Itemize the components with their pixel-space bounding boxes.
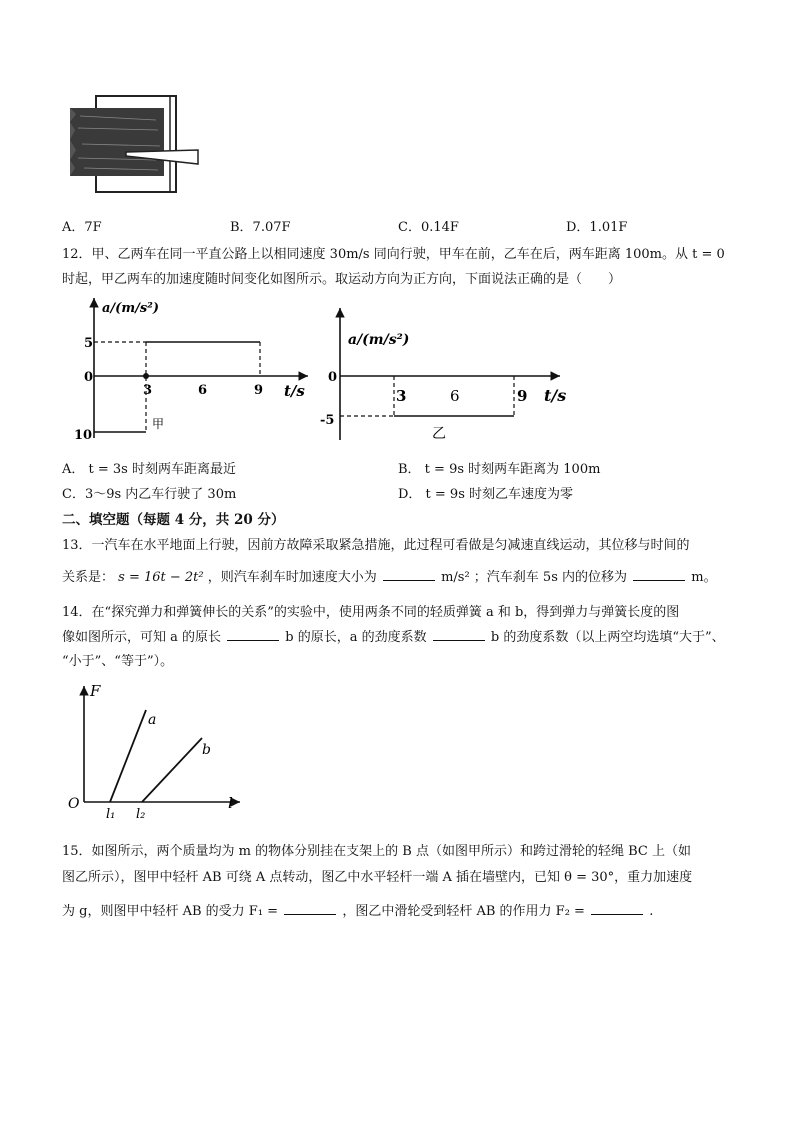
q14-blank-2[interactable]	[433, 628, 485, 641]
section-title-fill-in: 二、填空题（每题 4 分，共 20 分）	[62, 512, 285, 528]
q12-option-b: B． t = 9s 时刻两车距离为 100m	[398, 462, 601, 477]
yi-xtick-9: 9	[517, 387, 528, 405]
q14-stem-line1: 14．在“探究弹力和弹簧伸长的关系”的实验中，使用两条不同的轻质弹簧 a 和 b，得到弹力与弹簧长度的图	[62, 605, 680, 620]
q14-blank-1[interactable]	[227, 628, 279, 641]
q13-blank-1[interactable]	[383, 568, 435, 581]
jia-origin: 0	[84, 370, 94, 385]
q11-option-c: C．0.14F	[398, 220, 459, 235]
yi-xlabel: t/s	[544, 386, 567, 405]
q15-stem-line2: 图乙所示），图甲中轻杆 AB 可绕 A 点转动，图乙中水平轻杆一端 A 插在墙壁内，已知 θ = 30°，重力加速度	[62, 870, 693, 885]
yi-xtick-6: 6	[450, 387, 460, 405]
q13-blank-2[interactable]	[633, 568, 685, 581]
jia-xtick-6: 6	[198, 383, 208, 398]
spring-graph	[62, 680, 252, 820]
jia-xtick-9: 9	[254, 383, 264, 398]
yi-xtick-3: 3	[396, 387, 407, 405]
jia-ylabel: a/(m/s²)	[102, 301, 159, 316]
yi-ylabel: a/(m/s²)	[348, 332, 410, 348]
spring-origin: O	[68, 796, 80, 812]
q15-stem-line1: 15．如图所示，两个质量均为 m 的物体分别挂在支架上的 B 点（如图甲所示）和跨过滑轮的轻绳 BC 上（如	[62, 844, 691, 859]
yi-ytick-neg5: -5	[320, 413, 335, 428]
q11-option-b: B．7.07F	[230, 220, 291, 235]
q15-blank-2[interactable]	[591, 902, 643, 915]
jia-ytick-10: 10	[74, 428, 93, 443]
q14-text-b: b 的原长，a 的劲度系数	[285, 630, 427, 645]
spring-xlabel: l	[228, 794, 233, 812]
q12-stem-line1: 12．甲、乙两车在同一平直公路上以相同速度 30m/s 同向行驶，甲车在前，乙车在后，两车距离 100m。从 t = 0	[62, 247, 725, 262]
spring-ylabel: F	[90, 682, 101, 700]
q14-text-c: b 的劲度系数（以上两空均选填“大于”、	[490, 630, 725, 645]
spring-label-l2: l₂	[136, 807, 146, 820]
jia-name: 甲	[152, 417, 165, 431]
q15-stem-line3	[62, 900, 653, 919]
q13-unit-2: m。	[691, 570, 717, 585]
q15-text-a: 为 g，则图甲中轻杆 AB 的受力 F₁ =	[62, 904, 279, 919]
jia-ytick-5: 5	[84, 336, 94, 351]
q11-option-a: A．7F	[62, 220, 102, 235]
spring-label-b: b	[202, 742, 211, 758]
q13-stem-line1: 13．一汽车在水平地面上行驶，因前方故障采取紧急措施，此过程可看做是匀减速直线运动，其位移与时间的	[62, 538, 690, 553]
q12-option-d: D． t = 9s 时刻乙车速度为零	[398, 487, 574, 502]
q13-text-c: ；汽车刹车 5s 内的位移为	[473, 570, 628, 585]
q12-option-a: A． t = 3s 时刻两车距离最近	[62, 462, 236, 477]
q11-option-d: D．1.01F	[566, 220, 628, 235]
wedge-figure	[66, 94, 206, 194]
graph-yi	[318, 300, 578, 450]
q13-text-b: ，则汽车刹车时加速度大小为	[207, 570, 377, 585]
jia-xtick-3: 3	[143, 383, 153, 398]
q14-stem-line2	[62, 626, 725, 645]
q12-option-c: C．3～9s 内乙车行驶了 30m	[62, 487, 237, 502]
q12-stem-line2: 时起，甲乙两车的加速度随时间变化如图所示。取运动方向为正方向，下面说法正确的是（ ）	[62, 272, 622, 287]
q13-formula: s = 16t − 2t²	[118, 570, 204, 585]
jia-xlabel: t/s	[284, 382, 305, 400]
spring-label-l1: l₁	[106, 807, 116, 820]
yi-name: 乙	[432, 426, 446, 442]
q15-text-b: ，图乙中滑轮受到轻杆 AB 的作用力 F₂ =	[342, 904, 585, 919]
q15-text-c: .	[649, 904, 654, 919]
spring-label-a: a	[148, 712, 157, 728]
graph-jia	[70, 290, 320, 450]
q14-text-a: 像如图所示，可知 a 的原长	[62, 630, 222, 645]
q15-blank-1[interactable]	[284, 902, 336, 915]
q14-stem-line3: “小于”、“等于”）。	[62, 654, 174, 669]
q13-stem-line2	[62, 566, 717, 585]
q13-unit-1: m/s²	[441, 570, 470, 585]
q13-text-a: 关系是：	[62, 570, 115, 585]
yi-origin: 0	[328, 370, 338, 385]
